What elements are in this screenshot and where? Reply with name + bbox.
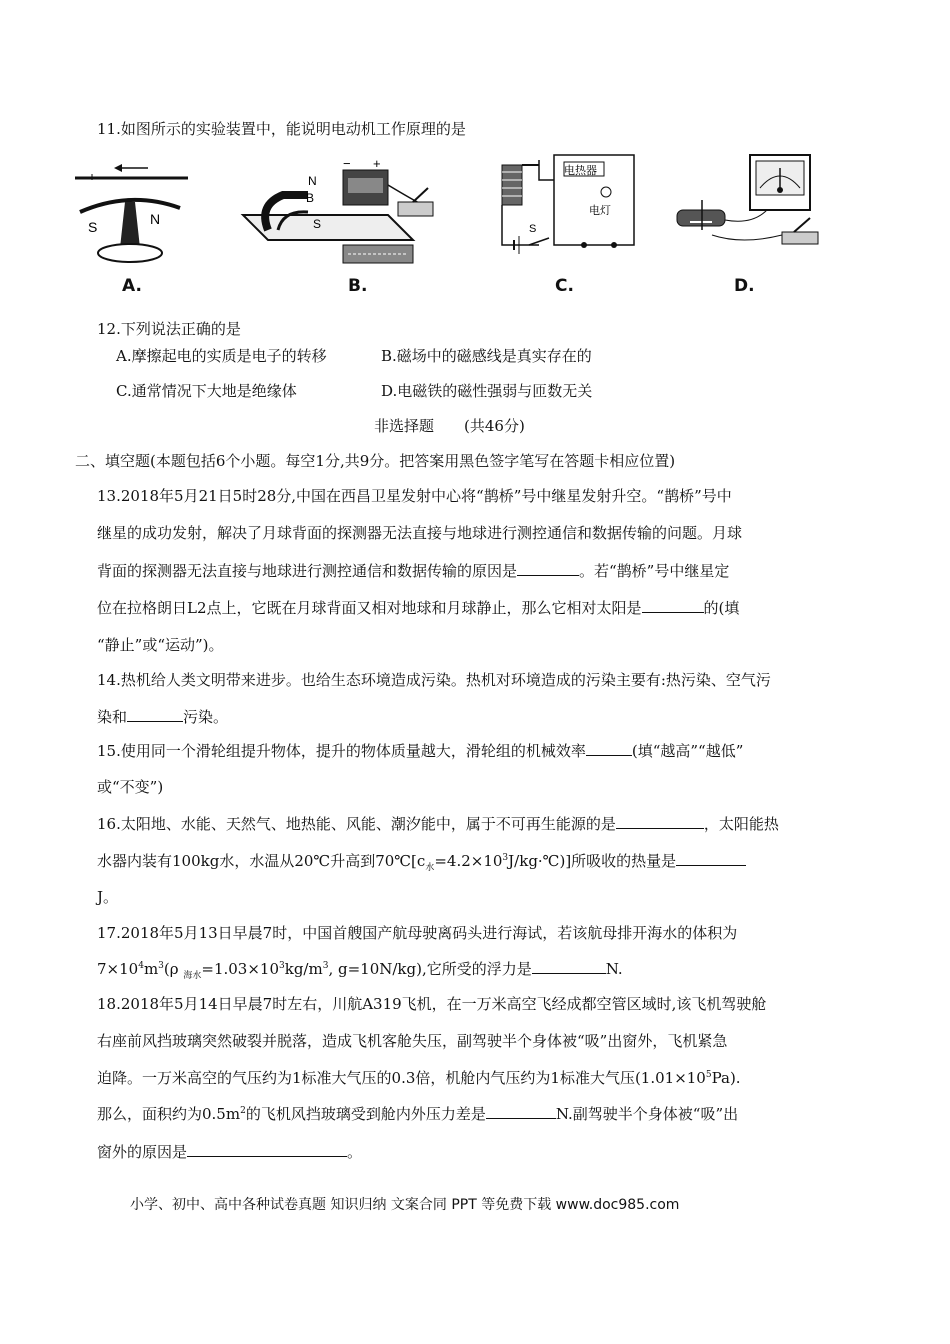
answer-blank[interactable] [127, 707, 183, 722]
fig-b-b: B [306, 191, 315, 205]
fig-c-s: S [529, 223, 537, 235]
fig-b-n: N [308, 174, 317, 188]
fig-c-lamp: 电灯 [589, 204, 611, 217]
q13-line-1: 13.2018年5月21日5时28分,中国在西昌卫星发射中心将“鹊桥”号中继星发射升空。“鹊桥”号中 [97, 487, 732, 505]
q18-line-3: 迫降。一万米高空的气压约为1标准大气压的0.3倍，机舱内气压约为1标准大气压$(1.01\times 10^5Pa)$. [97, 1069, 741, 1087]
q15-line-1: 15.使用同一个滑轮组提升物体，提升的物体质量越大，滑轮组的机械效率 (填“越高”“越低” [97, 742, 744, 760]
q13-line-4: 位在拉格朗日L2点上，它既在月球背面又相对地球和月球静止，那么它相对太阳是 的(填 [97, 599, 740, 617]
q16-line-2: 水器内装有100kg水，水温从20℃升高到$70℃[c_水=4.2\times 10^3J/kg\cdot℃)$]所吸收的热量是 [97, 851, 746, 871]
figure-a [70, 150, 200, 275]
answer-blank[interactable] [517, 561, 579, 576]
q12-option-b: B.磁场中的磁感线是真实存在的 [381, 347, 592, 365]
figure-d [672, 150, 832, 275]
q16-line-1: 16.太阳地、水能、天然气、地热能、风能、潮汐能中，属于不可再生能源的是 ，太阳能热 [97, 815, 779, 833]
q11-stem: 11.如图所示的实验装置中，能说明电动机工作原理的是 [97, 120, 466, 138]
figure-b [238, 150, 448, 275]
q13-line-3: 背面的探测器无法直接与地球进行测控通信和数据传输的原因是 。若“鹊桥”号中继星定 [97, 562, 730, 580]
answer-blank[interactable] [187, 1142, 347, 1157]
q17-line-1: 17.2018年5月13日早晨7时，中国首艘国产航母驶离码头进行海试，若该航母排开海水的体积为 [97, 924, 738, 942]
q13-line-5: “静止”或“运动”)。 [97, 636, 224, 654]
figure-c [494, 150, 644, 275]
q18-line-4: 那么，面积约为$0.5m^2$的飞机风挡玻璃受到舱内外压力差是 N.副驾驶半个身体被“吸”出 [97, 1105, 739, 1123]
answer-blank[interactable] [642, 598, 704, 613]
answer-blank[interactable] [586, 741, 632, 756]
answer-blank[interactable] [616, 814, 704, 829]
answer-blank[interactable] [486, 1104, 556, 1119]
q12-option-d: D.电磁铁的磁性强弱与匝数无关 [381, 382, 593, 400]
fig-b-minus: − [343, 156, 351, 171]
q13-line-2: 继星的成功发射，解决了月球背面的探测器无法直接与地球进行测控通信和数据传输的问题。月球 [97, 524, 743, 542]
q18-line-2: 右座前风挡玻璃突然破裂并脱落，造成飞机客舱失压，副驾驶半个身体被“吸”出窗外，飞机紧急 [97, 1032, 728, 1050]
q18-line-5: 窗外的原因是 。 [97, 1143, 363, 1161]
section-title: 非选择题 (共46分) [374, 417, 525, 435]
fig-b-label: B. [348, 276, 368, 296]
q12-option-a: A.摩擦起电的实质是电子的转移 [116, 347, 327, 365]
q15-line-2: 或“不变”) [97, 778, 164, 796]
fig-b-plus: + [373, 156, 381, 171]
q12-option-c: C.通常情况下大地是绝缘体 [116, 382, 297, 400]
fig-a-n: N [150, 211, 161, 227]
q12-stem: 12.下列说法正确的是 [97, 320, 241, 338]
fig-a-label: A. [122, 276, 142, 296]
q14-line-2: 染和 污染。 [97, 708, 229, 726]
q16-line-3: J。 [97, 888, 119, 906]
fig-c-label: C. [555, 276, 574, 296]
answer-blank[interactable] [676, 851, 746, 866]
fig-c-heater: 电热器 [564, 164, 597, 177]
section-two-heading: 二、填空题(本题包括6个小题。每空1分,共9分。把答案用黑色签字笔写在答题卡相应位置) [75, 452, 676, 470]
page-footer: 小学、初中、高中各种试卷真题 知识归纳 文案合同 PPT 等免费下载 www.doc985.com [130, 1197, 680, 1213]
q14-line-1: 14.热机给人类文明带来进步。也给生态环境造成污染。热机对环境造成的污染主要有:热污染、空气污 [97, 671, 771, 689]
fig-b-s: S [313, 217, 322, 231]
fig-d-label: D. [734, 276, 755, 296]
q17-line-2: $7\times 10^4m^3(\rho$ $_{海水}=1.03\times 10^3kg/m^3$, g=10N/kg),它所受的浮力是 N. [97, 960, 623, 981]
fig-a-s: S [88, 219, 98, 235]
q18-line-1: 18.2018年5月14日早晨7时左右，川航A319飞机，在一万米高空飞经成都空管区域时,该飞机驾驶舱 [97, 995, 767, 1013]
answer-blank[interactable] [532, 959, 606, 974]
